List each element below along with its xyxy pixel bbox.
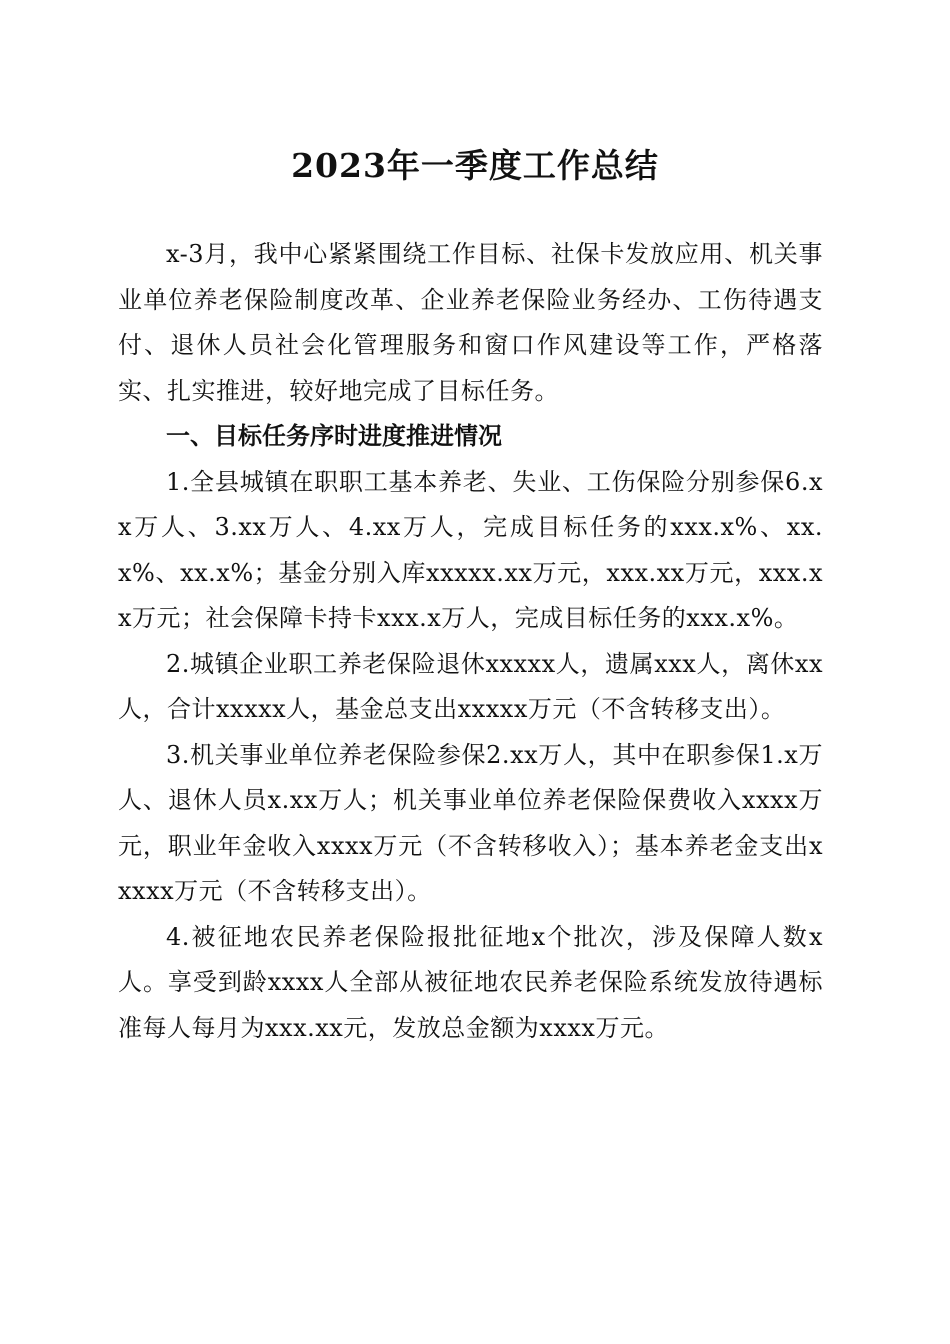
item-paragraph-4: 4.被征地农民养老保险报批征地x个批次，涉及保障人数x人。享受到龄xxxx人全部从被征地农民养老保险系统发放待遇标准每人每月为xxx.xx元，发放总金额为xxxx万元。 [118,922,823,1042]
document-title: 2023年一季度工作总结 [291,146,659,185]
document-body [118,232,823,1051]
item-paragraph-2: 2.城镇企业职工养老保险退休xxxxx人，遗属xxx人，离休xx人，合计xxxxx人，基金总支出xxxxx万元（不含转移支出）。 [118,649,823,723]
section-heading: 一、目标任务序时进度推进情况 [166,422,502,450]
item-paragraph-1: 1.全县城镇在职职工基本养老、失业、工伤保险分别参保6.xx万人、3.xx万人、4.xx万人，完成目标任务的xxx.x%、xx.x%、xx.x%；基金分别入库xxxxx.xx万元，xxx.xx万元，xxx.xx万元；社会保障卡持卡xxx.x万人，完成目标任务的xxx.x%。 [118,467,823,632]
item-paragraph-3: 3.机关事业单位养老保险参保2.xx万人，其中在职参保1.x万人、退休人员x.xx万人；机关事业单位养老保险保费收入xxxx万元，职业年金收入xxxx万元（不含转移收入）；基本养老金支出xxxxx万元（不含转移支出）。 [118,740,823,905]
intro-paragraph: x-3月，我中心紧紧围绕工作目标、社保卡发放应用、机关事业单位养老保险制度改革、企业养老保险业务经办、工伤待遇支付、退休人员社会化管理服务和窗口作风建设等工作，严格落实、扎实推进，较好地完成了目标任务。 [118,240,823,405]
